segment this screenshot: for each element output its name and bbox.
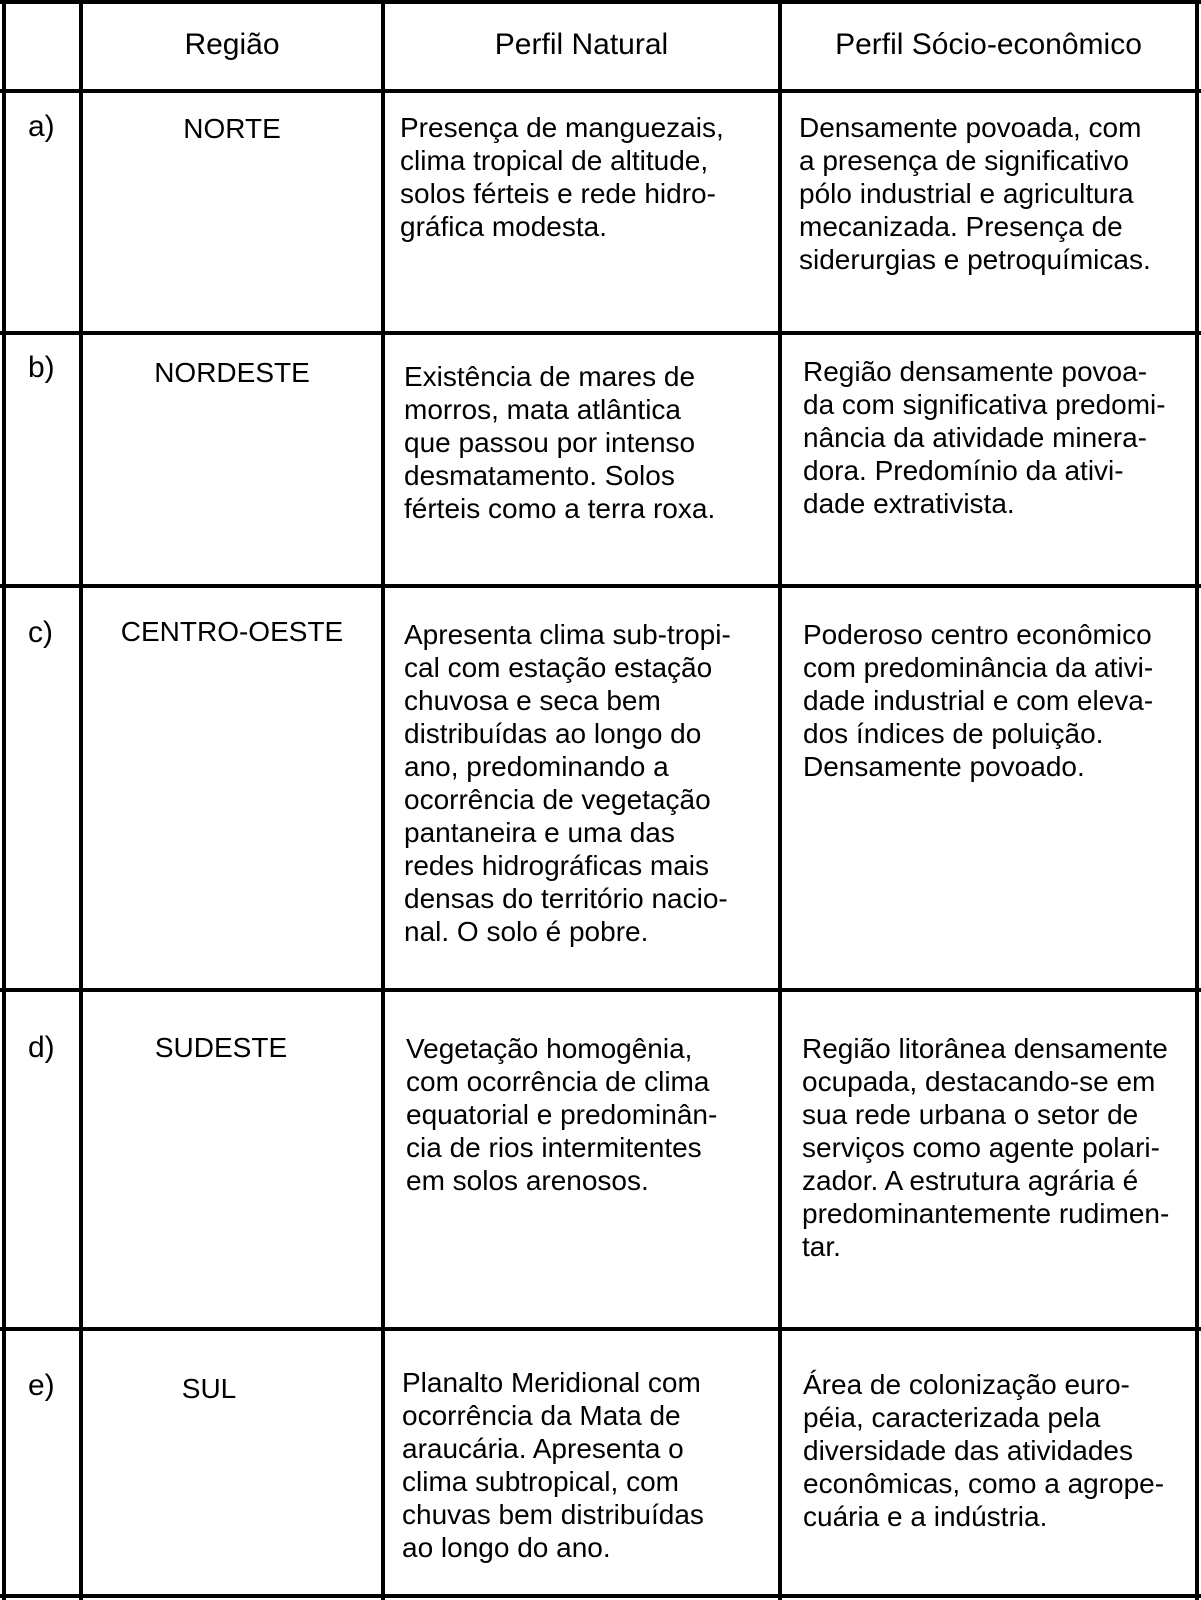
- column-divider-3: [778, 0, 782, 1600]
- header-divider: [0, 89, 1201, 93]
- socio-profile-a: Densamente povoada, com a presença de significativo pólo industrial e agricultura mecanizada. Presença de siderurgias e petroquímicas.: [799, 112, 1151, 275]
- header-region: Região: [184, 28, 280, 61]
- row-letter-a: a): [28, 110, 55, 143]
- socio-profile-e: Área de colonização euro- péia, caracterizada pela diversidade das atividades econômicas, como a agrope- cuária e a indústria.: [803, 1369, 1165, 1532]
- socio-profile-b: Região densamente povoa- da com significativa predomi- nância da atividade minera- dora. Predomínio da ativi- dade extrativista.: [803, 356, 1166, 519]
- row-letter-e: e): [28, 1369, 55, 1402]
- row-divider-d: [0, 1327, 1201, 1331]
- row-divider-c: [0, 988, 1201, 992]
- region-name-d: SUDESTE: [154, 1032, 288, 1063]
- region-name-e: SUL: [181, 1373, 237, 1404]
- column-divider-1: [79, 0, 83, 1600]
- natural-profile-d: Vegetação homogênia, com ocorrência de clima equatorial e predominân- cia de rios intermitentes em solos arenosos.: [406, 1033, 718, 1196]
- row-divider-a: [0, 331, 1201, 335]
- socio-profile-d: Região litorânea densamente ocupada, destacando-se em sua rede urbana o setor de serviços como agente polari- zador. A estrutura agrária é predominantemente rudimen- tar.: [802, 1033, 1170, 1262]
- row-letter-c: c): [28, 616, 53, 649]
- row-letter-d: d): [28, 1031, 55, 1064]
- natural-profile-e: Planalto Meridional com ocorrência da Mata de araucária. Apresenta o clima subtropical, com chuvas bem distribuídas ao longo do ano.: [402, 1367, 704, 1563]
- table-border-left: [2, 0, 6, 1600]
- natural-profile-c: Apresenta clima sub-tropi- cal com estação estação chuvosa e seca bem distribuídas ao longo do ano, predominando a ocorrência de vegetação pantaneira e uma das redes hidrográficas mais densas do território nacio- nal. O solo é pobre.: [404, 619, 731, 947]
- region-name-b: NORDESTE: [154, 357, 310, 388]
- header-socio-economic-profile: Perfil Sócio-econômico: [835, 28, 1142, 61]
- column-divider-2: [381, 0, 385, 1600]
- table-border-bottom: [0, 1594, 1201, 1598]
- row-letter-b: b): [28, 351, 55, 384]
- header-natural-profile: Perfil Natural: [494, 28, 669, 61]
- region-name-a: NORTE: [183, 113, 281, 144]
- socio-profile-c: Poderoso centro econômico com predominância da ativi- dade industrial e com eleva- dos índices de poluição. Densamente povoado.: [803, 619, 1154, 782]
- table-border-right: [1195, 0, 1199, 1600]
- region-name-c: CENTRO-OESTE: [120, 616, 344, 647]
- table-border-top: [0, 0, 1201, 4]
- natural-profile-a: Presença de manguezais, clima tropical de altitude, solos férteis e rede hidro- gráfica modesta.: [400, 112, 724, 242]
- row-divider-b: [0, 584, 1201, 588]
- natural-profile-b: Existência de mares de morros, mata atlântica que passou por intenso desmatamento. Solos férteis como a terra roxa.: [404, 361, 716, 524]
